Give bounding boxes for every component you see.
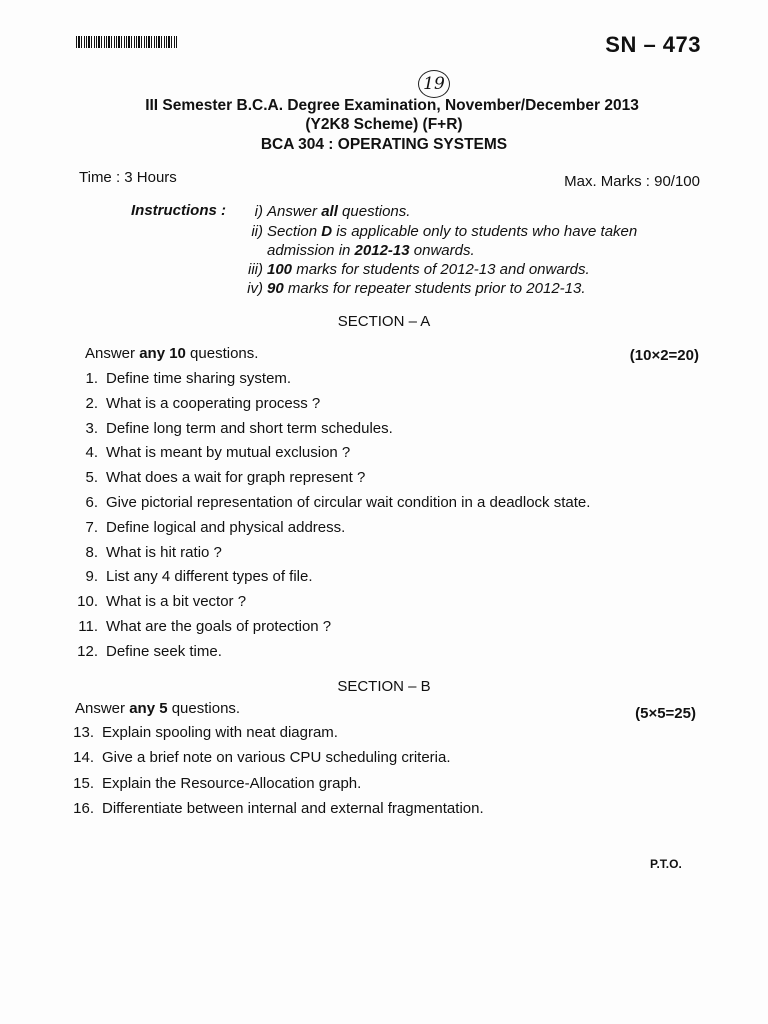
instruction-number: i) xyxy=(254,203,263,220)
question-text: What is a cooperating process ? xyxy=(106,394,321,412)
lead-text: questions. xyxy=(167,700,241,717)
time-allowed: Time : 3 Hours xyxy=(79,169,177,186)
page-turn-note: P.T.O. xyxy=(650,857,682,871)
section-b-instruction xyxy=(75,700,240,717)
question-item xyxy=(72,724,338,741)
exam-title: III Semester B.C.A. Degree Examination, November/December 2013 xyxy=(145,97,639,114)
question-text: Explain the Resource-Allocation graph. xyxy=(102,774,362,792)
instruction-text: marks for students of 2012-13 and onwards. xyxy=(292,261,590,278)
lead-bold: any 10 xyxy=(139,345,186,362)
paper-code: SN – 473 xyxy=(605,32,701,57)
instruction-number: iii) xyxy=(248,261,263,278)
instruction-text: admission in xyxy=(267,242,355,259)
question-text: Differentiate between internal and external fragmentation. xyxy=(102,799,484,817)
question-item xyxy=(76,469,365,486)
instruction-text: onwards. xyxy=(409,242,475,259)
instruction-emphasis: 90 xyxy=(267,280,284,297)
question-text: Give a brief note on various CPU scheduling criteria. xyxy=(102,749,451,767)
question-item xyxy=(76,544,222,561)
question-number: 15. xyxy=(73,774,94,792)
question-number: 11. xyxy=(78,618,98,635)
question-text: What is hit ratio ? xyxy=(106,543,222,561)
instruction-emphasis: all xyxy=(321,203,338,220)
instruction-text: Section xyxy=(267,223,322,240)
lead-text: questions. xyxy=(185,345,259,362)
question-text: Define seek time. xyxy=(106,642,222,660)
question-item xyxy=(76,370,291,387)
course-title: BCA 304 : OPERATING SYSTEMS xyxy=(260,136,508,153)
question-text: List any 4 different types of file. xyxy=(106,568,313,586)
instruction-number: ii) xyxy=(251,223,263,240)
instruction-item xyxy=(232,223,637,240)
question-text: Give pictorial representation of circular wait condition in a deadlock state. xyxy=(106,494,591,511)
scheme-line: (Y2K8 Scheme) (F+R) xyxy=(305,116,463,133)
section-a-marks: (10×2=20) xyxy=(629,347,699,364)
question-number: 5. xyxy=(85,469,98,487)
question-number: 8. xyxy=(85,543,98,561)
instruction-text: questions. xyxy=(337,203,411,220)
question-number: 14. xyxy=(73,749,94,767)
lead-text: Answer xyxy=(75,700,130,717)
instruction-item xyxy=(232,280,586,297)
instruction-emphasis: 100 xyxy=(267,261,293,278)
section-b-marks: (5×5=25) xyxy=(635,705,696,722)
question-number: 7. xyxy=(85,518,98,536)
max-marks: Max. Marks : 90/100 xyxy=(564,173,700,190)
question-item xyxy=(72,775,361,792)
question-text: Define logical and physical address. xyxy=(106,518,346,536)
question-text: What does a wait for graph represent ? xyxy=(106,469,366,487)
question-number: 6. xyxy=(85,494,98,511)
question-text: Define long term and short term schedules. xyxy=(106,419,393,437)
question-item xyxy=(76,568,313,585)
instruction-text: is applicable only to students who have taken xyxy=(332,223,638,240)
question-item xyxy=(72,800,484,817)
question-item xyxy=(76,420,393,437)
question-text: What are the goals of protection ? xyxy=(106,618,332,635)
instruction-text: Answer xyxy=(267,203,322,220)
lead-text: Answer xyxy=(85,345,140,362)
instructions-label: Instructions : xyxy=(131,202,227,219)
question-item xyxy=(76,444,350,461)
question-number: 10. xyxy=(77,593,98,611)
question-item xyxy=(72,749,451,766)
section-b-title: SECTION – B xyxy=(337,678,431,695)
question-number: 2. xyxy=(85,394,98,412)
question-item xyxy=(76,494,590,511)
lead-bold: any 5 xyxy=(129,700,168,717)
section-a-title: SECTION – A xyxy=(337,313,431,330)
instruction-item xyxy=(232,242,475,259)
instruction-number: iv) xyxy=(247,280,263,297)
question-item xyxy=(76,643,222,660)
question-number: 12. xyxy=(77,642,98,660)
question-text: What is a bit vector ? xyxy=(106,593,247,611)
instruction-emphasis: D xyxy=(321,223,333,240)
question-number: 3. xyxy=(85,419,98,437)
instruction-item xyxy=(232,261,590,278)
question-number: 1. xyxy=(85,370,98,387)
question-item xyxy=(76,519,345,536)
question-number: 4. xyxy=(85,444,98,462)
question-number: 13. xyxy=(73,724,94,741)
question-number: 9. xyxy=(85,568,98,586)
handwritten-mark: 19 xyxy=(418,70,450,98)
question-text: Define time sharing system. xyxy=(106,370,292,387)
instruction-emphasis: 2012-13 xyxy=(354,242,410,259)
question-item xyxy=(76,593,246,610)
question-item xyxy=(76,395,320,412)
question-number: 16. xyxy=(73,799,94,817)
question-item xyxy=(76,618,331,635)
instruction-item xyxy=(232,203,410,220)
barcode xyxy=(76,36,178,48)
question-text: What is meant by mutual exclusion ? xyxy=(106,444,351,462)
instruction-text: marks for repeater students prior to 2012-13. xyxy=(283,280,586,297)
question-text: Explain spooling with neat diagram. xyxy=(102,724,338,741)
section-a-instruction xyxy=(85,345,258,362)
